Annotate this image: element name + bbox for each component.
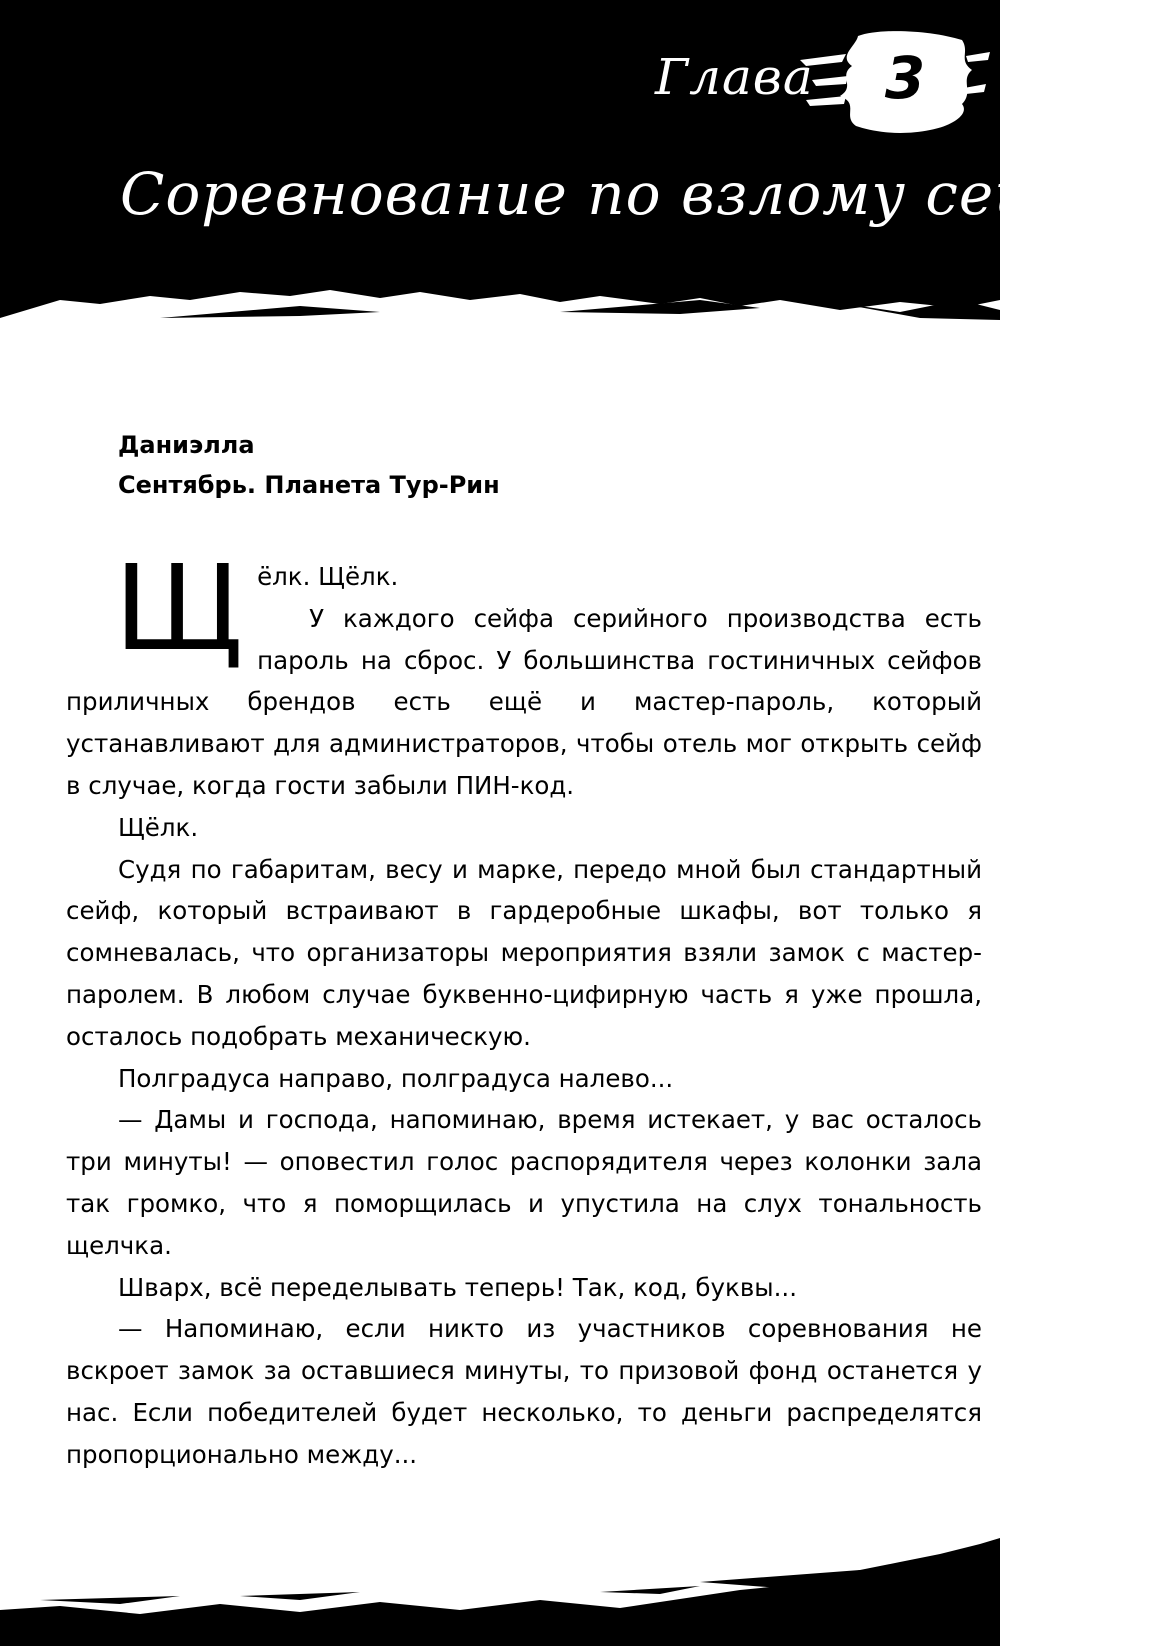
- paragraph: — Дамы и господа, напоминаю, время истекает, у вас осталось три минуты! — оповестил голос распорядителя через колонки зала так громко, что я поморщилась и упустила на слух тональность щелчка.: [66, 1105, 982, 1260]
- brush-footer-background: [0, 1530, 1000, 1646]
- chapter-body-text: [66, 539, 982, 1476]
- drop-cap: Щ: [114, 539, 244, 677]
- paragraph: — Напоминаю, если никто из участников соревнования не вскроет замок за оставшиеся минуты, то призовой фонд останется у нас. Если победителей будет несколько, то деньги распределятся пропорционально между...: [66, 1314, 982, 1469]
- paragraph: Полградуса направо, полградуса налево...: [118, 1063, 674, 1093]
- footer-brush-banner: [0, 1530, 1000, 1646]
- paragraph: Щёлк.: [118, 812, 199, 842]
- paragraph: У каждого сейфа серийного производства есть пароль на сброс. У большинства гостиничных сейфов приличных брендов есть ещё и мастер-пароль, который устанавливают для администраторов, чтобы отель мог открыть сейф в случае, когда гости забыли ПИН-код.: [66, 603, 982, 800]
- paragraph: Шварх, всё переделывать теперь! Так, код, буквы...: [118, 1272, 797, 1302]
- setting-line: Сентябрь. Планета Тур-Рин: [118, 471, 500, 499]
- chapter-header-banner: [0, 0, 1150, 330]
- paragraph: Щёлк. Щёлк.: [114, 539, 399, 677]
- chapter-label: Глава: [655, 48, 814, 106]
- chapter-title: Соревнование по взлому сейфов: [120, 160, 1150, 228]
- chapter-meta: [118, 425, 500, 505]
- narrator-name: Даниэлла: [118, 431, 255, 459]
- paragraph: Судя по габаритам, весу и марке, передо мной был стандартный сейф, который встраивают в гардеробные шкафы, вот только я сомневалась, что организаторы мероприятия взяли замок с мастер-паролем. В любом случае буквенно-цифирную часть я уже прошла, осталось подобрать механическую.: [66, 854, 982, 1051]
- chapter-number: 3: [884, 44, 926, 112]
